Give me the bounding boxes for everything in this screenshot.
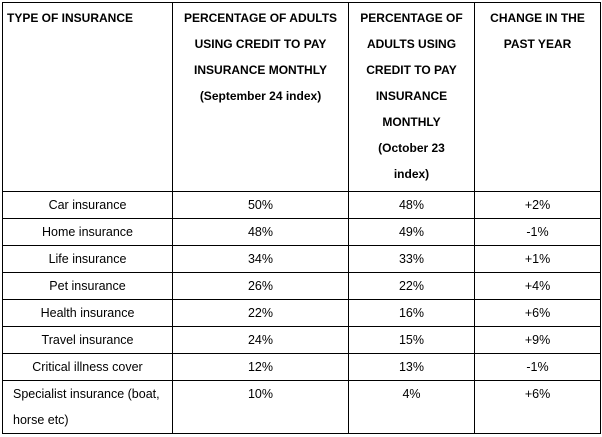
insurance-type-cell: Travel insurance <box>3 327 173 354</box>
insurance-type-cell: Pet insurance <box>3 273 173 300</box>
table-row <box>3 354 601 381</box>
insurance-credit-table <box>2 2 601 434</box>
header-line: PERCENTAGE OF ADULTS <box>183 11 338 25</box>
oct23-value-cell: 13% <box>349 354 475 381</box>
change-value-cell: +6% <box>475 381 601 434</box>
sep24-value-cell: 24% <box>173 327 349 354</box>
header-line: index) <box>393 167 430 181</box>
header-line: PERCENTAGE OF <box>360 11 463 25</box>
header-line: CREDIT TO PAY <box>366 63 457 77</box>
sep24-value-cell: 34% <box>173 246 349 273</box>
oct23-value-cell: 15% <box>349 327 475 354</box>
insurance-type-cell: Car insurance <box>3 192 173 219</box>
sep24-value-cell: 48% <box>173 219 349 246</box>
header-sep24-percentage <box>173 3 349 192</box>
oct23-value-cell: 49% <box>349 219 475 246</box>
table-row <box>3 219 601 246</box>
table-row <box>3 300 601 327</box>
insurance-type-line: horse etc) <box>13 413 69 427</box>
sep24-value-cell: 22% <box>173 300 349 327</box>
sep24-value-cell: 50% <box>173 192 349 219</box>
insurance-type-line: Specialist insurance (boat, <box>13 387 160 401</box>
change-value-cell: +9% <box>475 327 601 354</box>
insurance-type-cell: Life insurance <box>3 246 173 273</box>
sep24-value-cell: 12% <box>173 354 349 381</box>
oct23-value-cell: 16% <box>349 300 475 327</box>
change-value-cell: -1% <box>475 219 601 246</box>
insurance-type-cell: Critical illness cover <box>3 354 173 381</box>
header-line: INSURANCE MONTHLY <box>194 63 327 77</box>
change-value-cell: +1% <box>475 246 601 273</box>
sep24-value-cell: 10% <box>173 381 349 434</box>
insurance-type-cell: Home insurance <box>3 219 173 246</box>
header-line: (October 23 <box>378 141 445 155</box>
header-line: (September 24 index) <box>199 89 322 103</box>
table-row <box>3 246 601 273</box>
insurance-type-cell <box>3 381 173 434</box>
change-value-cell: +2% <box>475 192 601 219</box>
header-line: CHANGE IN THE <box>490 11 585 25</box>
oct23-value-cell: 48% <box>349 192 475 219</box>
table-row <box>3 327 601 354</box>
header-row <box>3 3 601 192</box>
sep24-value-cell: 26% <box>173 273 349 300</box>
change-value-cell: -1% <box>475 354 601 381</box>
insurance-type-cell: Health insurance <box>3 300 173 327</box>
table-row <box>3 273 601 300</box>
header-type-of-insurance <box>3 3 173 192</box>
header-line: MONTHLY <box>382 115 441 129</box>
header-line: USING CREDIT TO PAY <box>194 37 327 51</box>
header-line: PAST YEAR <box>503 37 572 51</box>
change-value-cell: +4% <box>475 273 601 300</box>
table-row <box>3 381 601 434</box>
oct23-value-cell: 4% <box>349 381 475 434</box>
header-line: INSURANCE <box>375 89 448 103</box>
change-value-cell: +6% <box>475 300 601 327</box>
header-line: ADULTS USING <box>366 37 457 51</box>
oct23-value-cell: 33% <box>349 246 475 273</box>
header-change-past-year <box>475 3 601 192</box>
oct23-value-cell: 22% <box>349 273 475 300</box>
header-oct23-percentage <box>349 3 475 192</box>
header-line: TYPE OF INSURANCE <box>7 11 134 25</box>
table-row <box>3 192 601 219</box>
